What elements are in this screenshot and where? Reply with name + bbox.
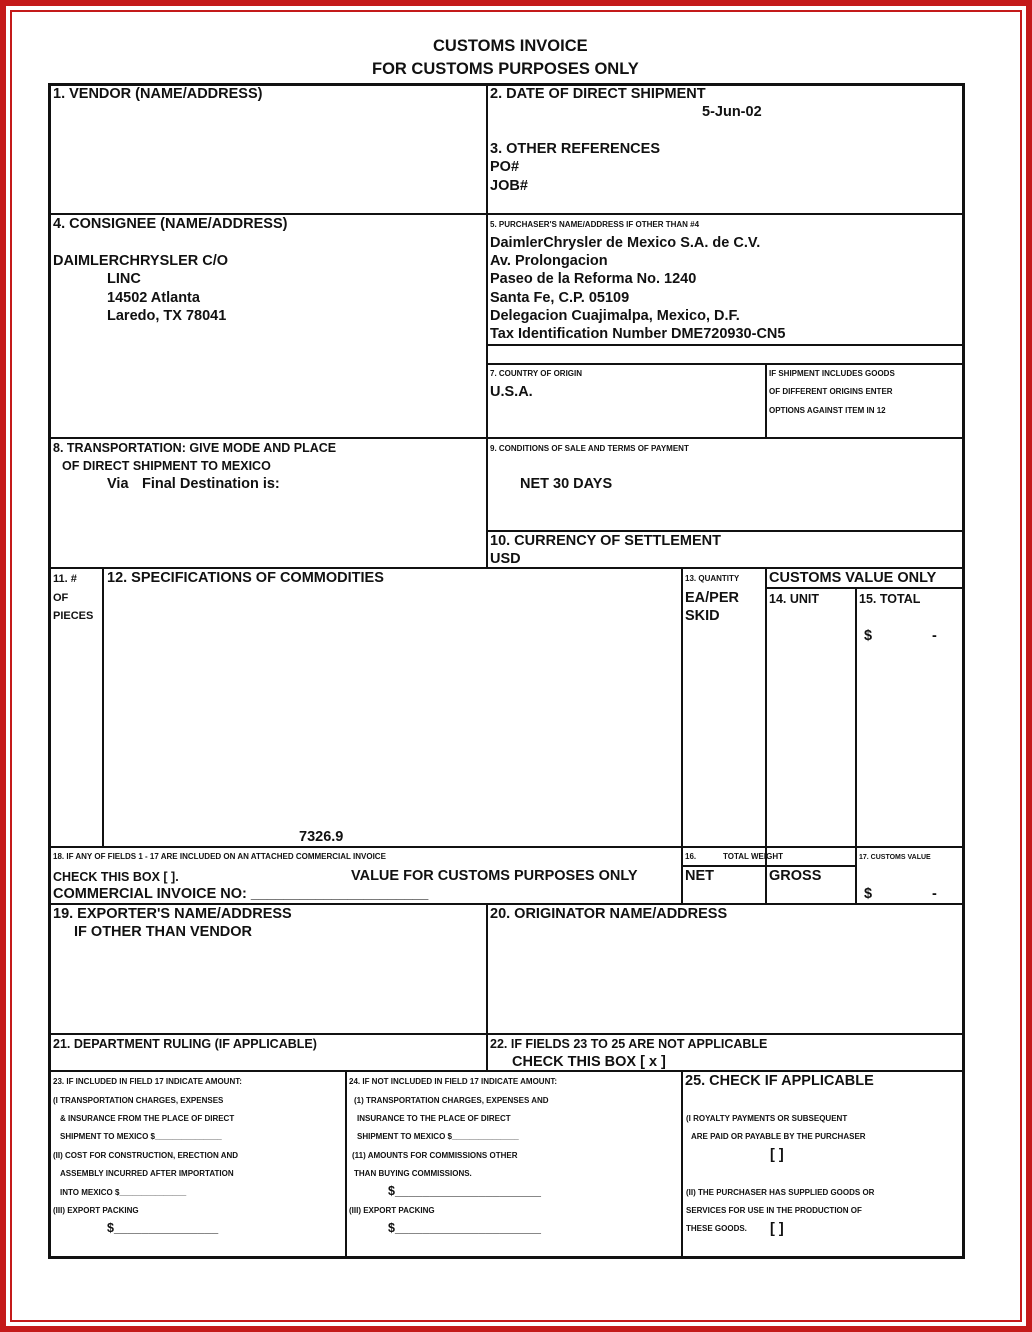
divider [681, 568, 683, 904]
origin-note: IF SHIPMENT INCLUDES GOODS [769, 369, 895, 378]
divider [50, 213, 963, 215]
divider [345, 1071, 347, 1257]
attached-invoice-note: 18. IF ANY OF FIELDS 1 - 17 ARE INCLUDED ON AN ATTACHED COMMERCIAL INVOICE [53, 852, 386, 861]
divider [486, 904, 488, 1071]
field25-line: (I ROYALTY PAYMENTS OR SUBSEQUENT [686, 1114, 848, 1123]
quantity-unit: EA/PER [685, 590, 739, 606]
commodity-code: 7326.9 [299, 829, 344, 845]
final-destination: Final Destination is: [142, 476, 280, 492]
field24-line: INSURANCE TO THE PLACE OF DIRECT [357, 1114, 511, 1123]
transportation-label: 8. TRANSPORTATION: GIVE MODE AND PLACE [53, 441, 337, 455]
field24-line: (11) AMOUNTS FOR COMMISSIONS OTHER [352, 1151, 518, 1160]
purchaser-tax-id: Tax Identification Number DME720930-CN5 [490, 326, 786, 342]
field25-line: (II) THE PURCHASER HAS SUPPLIED GOODS OR [686, 1188, 875, 1197]
divider [50, 437, 963, 439]
vendor-label: 1. VENDOR (NAME/ADDRESS) [53, 86, 263, 102]
consignee-label: 4. CONSIGNEE (NAME/ADDRESS) [53, 216, 288, 232]
field23-line: INTO MEXICO $_______________ [60, 1188, 187, 1197]
fields-not-applicable-label: 22. IF FIELDS 23 TO 25 ARE NOT APPLICABLE [490, 1037, 768, 1051]
field24-line: (1) TRANSPORTATION CHARGES, EXPENSES AND [354, 1096, 549, 1105]
field24-packing-amount: $_____________________ [388, 1221, 541, 1235]
transportation-label-2: OF DIRECT SHIPMENT TO MEXICO [62, 459, 271, 473]
country-of-origin-value: U.S.A. [490, 384, 533, 400]
royalty-checkbox[interactable]: [ ] [770, 1147, 784, 1163]
payment-terms-value: NET 30 DAYS [520, 476, 613, 492]
field23-line: ASSEMBLY INCURRED AFTER IMPORTATION [60, 1169, 234, 1178]
divider [487, 344, 963, 346]
value-for-customs-label: VALUE FOR CUSTOMS PURPOSES ONLY [351, 868, 638, 884]
field23-line: (II) COST FOR CONSTRUCTION, ERECTION AND [53, 1151, 239, 1160]
field25-line: ARE PAID OR PAYABLE BY THE PURCHASER [691, 1132, 866, 1141]
total-label: 15. TOTAL [859, 592, 921, 606]
attached-invoice-checkbox[interactable]: CHECK THIS BOX [ ]. [53, 870, 179, 884]
po-number: PO# [490, 159, 520, 175]
divider [855, 588, 857, 904]
customs-value-dollar: $ [864, 886, 873, 902]
purchaser-line: Delegacion Cuajimalpa, Mexico, D.F. [490, 308, 740, 324]
total-value: - [932, 628, 937, 644]
total-weight-number: 16. [685, 852, 697, 861]
check-if-applicable-label: 25. CHECK IF APPLICABLE [685, 1073, 874, 1089]
exporter-label: 19. EXPORTER'S NAME/ADDRESS [53, 906, 292, 922]
divider [487, 530, 963, 532]
exporter-label-2: IF OTHER THAN VENDOR [74, 924, 253, 940]
transport-via: Via [107, 476, 129, 492]
divider [50, 846, 963, 848]
department-ruling-label: 21. DEPARTMENT RULING (IF APPLICABLE) [53, 1037, 317, 1051]
field25-line: THESE GOODS. [686, 1224, 747, 1233]
consignee-line: Laredo, TX 78041 [107, 308, 227, 324]
consignee-line: DAIMLERCHRYSLER C/O [53, 253, 229, 269]
purchaser-line: DaimlerChrysler de Mexico S.A. de C.V. [490, 235, 761, 251]
divider [50, 1070, 963, 1072]
shipment-date-value: 5-Jun-02 [702, 104, 762, 120]
field24-line: (III) EXPORT PACKING [349, 1206, 435, 1215]
divider [102, 568, 104, 847]
divider [681, 1071, 683, 1257]
quantity-unit: SKID [685, 608, 720, 624]
other-references-label: 3. OTHER REFERENCES [490, 141, 660, 157]
field23-line: (III) EXPORT PACKING [53, 1206, 139, 1215]
divider [766, 587, 963, 589]
field25-line: SERVICES FOR USE IN THE PRODUCTION OF [686, 1206, 862, 1215]
purchaser-line: Paseo de la Reforma No. 1240 [490, 271, 697, 287]
total-weight-label: TOTAL WEIGHT [723, 852, 783, 861]
form-title: CUSTOMS INVOICE [433, 37, 588, 55]
unit-label: 14. UNIT [769, 592, 820, 606]
field23-line: 23. IF INCLUDED IN FIELD 17 INDICATE AMOUNT: [53, 1077, 242, 1086]
conditions-of-sale-label: 9. CONDITIONS OF SALE AND TERMS OF PAYMENT [490, 444, 689, 453]
total-dollar-sign: $ [864, 628, 873, 644]
purchaser-line: Av. Prolongacion [490, 253, 608, 269]
divider [50, 1033, 963, 1035]
divider [50, 903, 963, 905]
customs-value-label: 17. CUSTOMS VALUE [859, 854, 931, 861]
pieces-label: 11. # [53, 573, 77, 585]
origin-note: OF DIFFERENT ORIGINS ENTER [769, 387, 893, 396]
consignee-line: 14502 Atlanta [107, 290, 200, 306]
not-applicable-checkbox[interactable]: CHECK THIS BOX [ x ] [512, 1054, 666, 1070]
divider [765, 364, 767, 438]
purchaser-line: Santa Fe, C.P. 05109 [490, 290, 630, 306]
job-number: JOB# [490, 178, 528, 194]
originator-label: 20. ORIGINATOR NAME/ADDRESS [490, 906, 728, 922]
divider [486, 85, 488, 567]
pieces-label: PIECES [53, 610, 94, 622]
currency-label: 10. CURRENCY OF SETTLEMENT [490, 533, 721, 549]
supplied-goods-checkbox[interactable]: [ ] [770, 1221, 784, 1237]
divider [682, 865, 856, 867]
field24-line: SHIPMENT TO MEXICO $_______________ [357, 1132, 519, 1141]
net-weight-label: NET [685, 868, 714, 884]
quantity-label: 13. QUANTITY [685, 574, 740, 583]
pieces-label: OF [53, 592, 69, 604]
form-subtitle: FOR CUSTOMS PURPOSES ONLY [372, 60, 639, 78]
field23-packing-amount: $_______________ [107, 1221, 219, 1235]
field23-line: SHIPMENT TO MEXICO $_______________ [60, 1132, 222, 1141]
country-of-origin-label: 7. COUNTRY OF ORIGIN [490, 369, 583, 378]
divider [50, 567, 963, 569]
field23-line: & INSURANCE FROM THE PLACE OF DIRECT [60, 1114, 235, 1123]
customs-value-amount: - [932, 886, 937, 902]
field24-commission-amount: $_____________________ [388, 1184, 541, 1198]
field24-line: 24. IF NOT INCLUDED IN FIELD 17 INDICATE AMOUNT: [349, 1077, 558, 1086]
shipment-date-label: 2. DATE OF DIRECT SHIPMENT [490, 86, 706, 102]
field24-line: THAN BUYING COMMISSIONS. [354, 1169, 472, 1178]
origin-note: OPTIONS AGAINST ITEM IN 12 [769, 406, 886, 415]
commercial-invoice-number: COMMERCIAL INVOICE NO: ______________________ [53, 886, 429, 902]
divider [487, 363, 963, 365]
customs-value-header: CUSTOMS VALUE ONLY [769, 570, 937, 586]
field23-line: (I TRANSPORTATION CHARGES, EXPENSES [53, 1096, 224, 1105]
currency-value: USD [490, 551, 521, 567]
consignee-line: LINC [107, 271, 141, 287]
gross-weight-label: GROSS [769, 868, 822, 884]
purchaser-label: 5. PURCHASER'S NAME/ADDRESS IF OTHER THAN #4 [490, 220, 700, 229]
commodities-label: 12. SPECIFICATIONS OF COMMODITIES [107, 570, 384, 586]
